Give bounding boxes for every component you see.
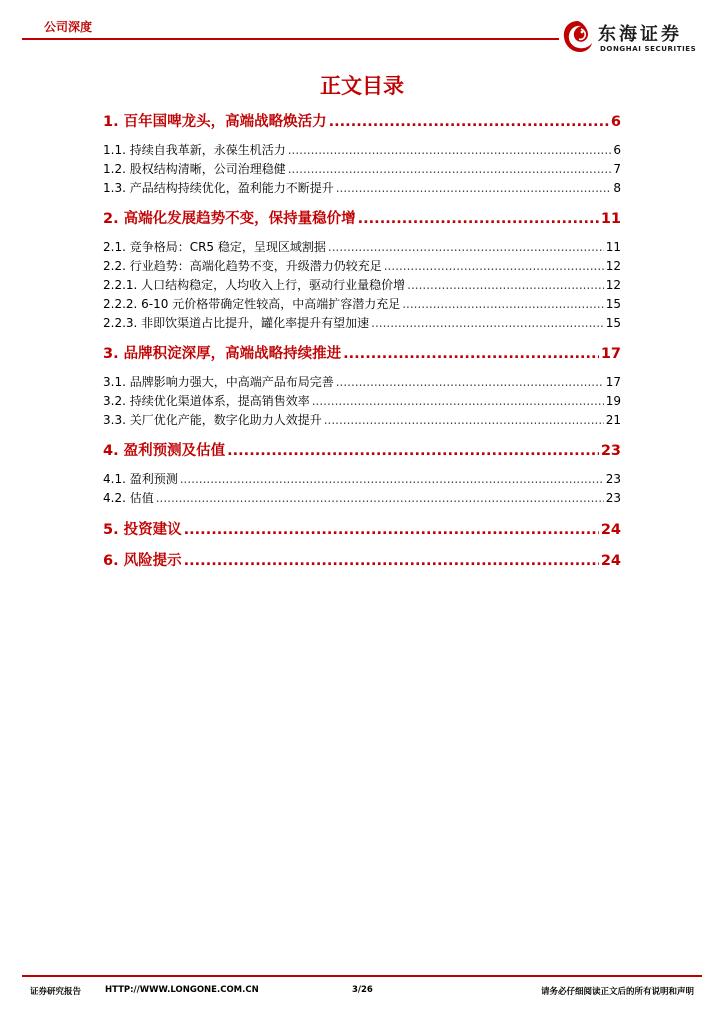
toc-leader-dots <box>312 394 604 408</box>
toc-leader-dots <box>324 413 604 427</box>
footer-report-label: 证券研究报告 <box>30 987 82 997</box>
toc-entry-level2[interactable] <box>103 179 621 196</box>
toc-entry-page: 6 <box>610 114 621 130</box>
toc-leader-dots <box>156 491 604 505</box>
toc-leader-dots <box>384 259 604 273</box>
toc-leader-dots <box>288 143 612 157</box>
toc-entry-text: 2.2.2. 6-10 元价格带确定性较高，中高端扩容潜力充足 <box>103 297 401 311</box>
toc-leader-dots <box>402 297 604 311</box>
report-type-label: 公司深度 <box>44 20 93 34</box>
logo-chinese-name: 东海证券 <box>598 24 682 45</box>
toc-entry-page: 12 <box>605 278 621 292</box>
toc-entry-page: 17 <box>600 346 621 362</box>
toc-entry-text: 5. 投资建议 <box>103 522 182 538</box>
toc-leader-dots <box>358 211 599 227</box>
toc-entry-text: 4.1. 盈利预测 <box>103 472 178 486</box>
toc-leader-dots <box>329 114 609 130</box>
toc-entry-text: 2.1. 竞争格局：CR5 稳定，呈现区域割据 <box>103 240 326 254</box>
toc-entry-page: 23 <box>605 491 621 505</box>
toc-entry-level1[interactable] <box>103 207 621 228</box>
header-divider <box>22 38 559 40</box>
toc-entry-level2[interactable] <box>103 373 621 390</box>
toc-leader-dots <box>288 162 612 176</box>
toc-leader-dots <box>184 522 599 538</box>
toc-entry-page: 19 <box>605 394 621 408</box>
toc-entry-page: 6 <box>613 143 621 157</box>
toc-entry-level2[interactable] <box>103 160 621 177</box>
toc-entry-text: 1.1. 持续自我革新，永葆生机活力 <box>103 143 286 157</box>
toc-entry-level2[interactable] <box>103 392 621 409</box>
toc-entry-level1[interactable] <box>103 342 621 363</box>
toc-entry-page: 21 <box>605 413 621 427</box>
toc-leader-dots <box>180 472 604 486</box>
footer-disclaimer: 请务必仔细阅读正文后的所有说明和声明 <box>540 987 694 997</box>
toc-entry-page: 11 <box>600 211 621 227</box>
toc-entry-page: 15 <box>605 316 621 330</box>
toc-leader-dots <box>328 240 604 254</box>
toc-title: 正文目录 <box>320 74 404 98</box>
toc-entry-level1[interactable] <box>103 110 621 131</box>
toc-entry-page: 8 <box>613 181 621 195</box>
toc-entry-level2[interactable] <box>103 141 621 158</box>
toc-entry-text: 2.2.3. 非即饮渠道占比提升，罐化率提升有望加速 <box>103 316 370 330</box>
toc-entry-level3[interactable] <box>103 295 621 312</box>
toc-entry-page: 17 <box>605 375 621 389</box>
footer-divider <box>22 975 702 977</box>
toc-entry-page: 23 <box>600 443 621 459</box>
toc-entry-page: 24 <box>600 553 621 569</box>
toc-entry-text: 3.3. 关厂优化产能，数字化助力人效提升 <box>103 413 322 427</box>
toc-leader-dots <box>336 375 604 389</box>
toc-entry-level2[interactable] <box>103 411 621 428</box>
toc-entry-level2[interactable] <box>103 489 621 506</box>
company-logo <box>560 18 710 60</box>
toc-entry-level1[interactable] <box>103 549 621 570</box>
toc-leader-dots <box>227 443 599 459</box>
toc-entry-page: 15 <box>605 297 621 311</box>
footer-website-link[interactable]: HTTP://WWW.LONGONE.COM.CN <box>105 985 259 995</box>
toc-entry-text: 2.2. 行业趋势：高端化趋势不变，升级潜力仍较充足 <box>103 259 382 273</box>
toc-entry-level2[interactable] <box>103 470 621 487</box>
toc-entry-level1[interactable] <box>103 518 621 539</box>
toc-entry-level1[interactable] <box>103 439 621 460</box>
toc-entry-text: 4. 盈利预测及估值 <box>103 443 226 459</box>
toc-entry-page: 23 <box>605 472 621 486</box>
logo-english-name: DONGHAI SECURITIES <box>600 45 697 53</box>
toc-entry-text: 3.1. 品牌影响力强大，中高端产品布局完善 <box>103 375 334 389</box>
toc-entry-text: 1.2. 股权结构清晰，公司治理稳健 <box>103 162 286 176</box>
toc-leader-dots <box>336 181 612 195</box>
toc-entry-text: 3.2. 持续优化渠道体系，提高销售效率 <box>103 394 310 408</box>
toc-entry-page: 24 <box>600 522 621 538</box>
dragon-emblem-icon <box>560 18 596 56</box>
toc-entry-level2[interactable] <box>103 238 621 255</box>
toc-leader-dots <box>343 346 599 362</box>
toc-entry-page: 11 <box>605 240 621 254</box>
toc-entry-text: 3. 品牌积淀深厚，高端战略持续推进 <box>103 346 342 362</box>
toc-entry-level3[interactable] <box>103 276 621 293</box>
toc-leader-dots <box>371 316 604 330</box>
toc-leader-dots <box>407 278 604 292</box>
toc-entry-level3[interactable] <box>103 314 621 331</box>
toc-entry-text: 1. 百年国啤龙头，高端战略焕活力 <box>103 114 327 130</box>
toc-entry-text: 1.3. 产品结构持续优化，盈利能力不断提升 <box>103 181 334 195</box>
toc-entry-text: 2.2.1. 人口结构稳定，人均收入上行，驱动行业量稳价增 <box>103 278 406 292</box>
toc-entry-text: 2. 高端化发展趋势不变，保持量稳价增 <box>103 211 356 227</box>
toc-entry-page: 12 <box>605 259 621 273</box>
toc-entry-page: 7 <box>613 162 621 176</box>
toc-entry-text: 4.2. 估值 <box>103 491 154 505</box>
footer-page-number: 3/26 <box>352 985 373 995</box>
toc-entry-text: 6. 风险提示 <box>103 553 182 569</box>
toc-entry-level2[interactable] <box>103 257 621 274</box>
toc-leader-dots <box>184 553 599 569</box>
